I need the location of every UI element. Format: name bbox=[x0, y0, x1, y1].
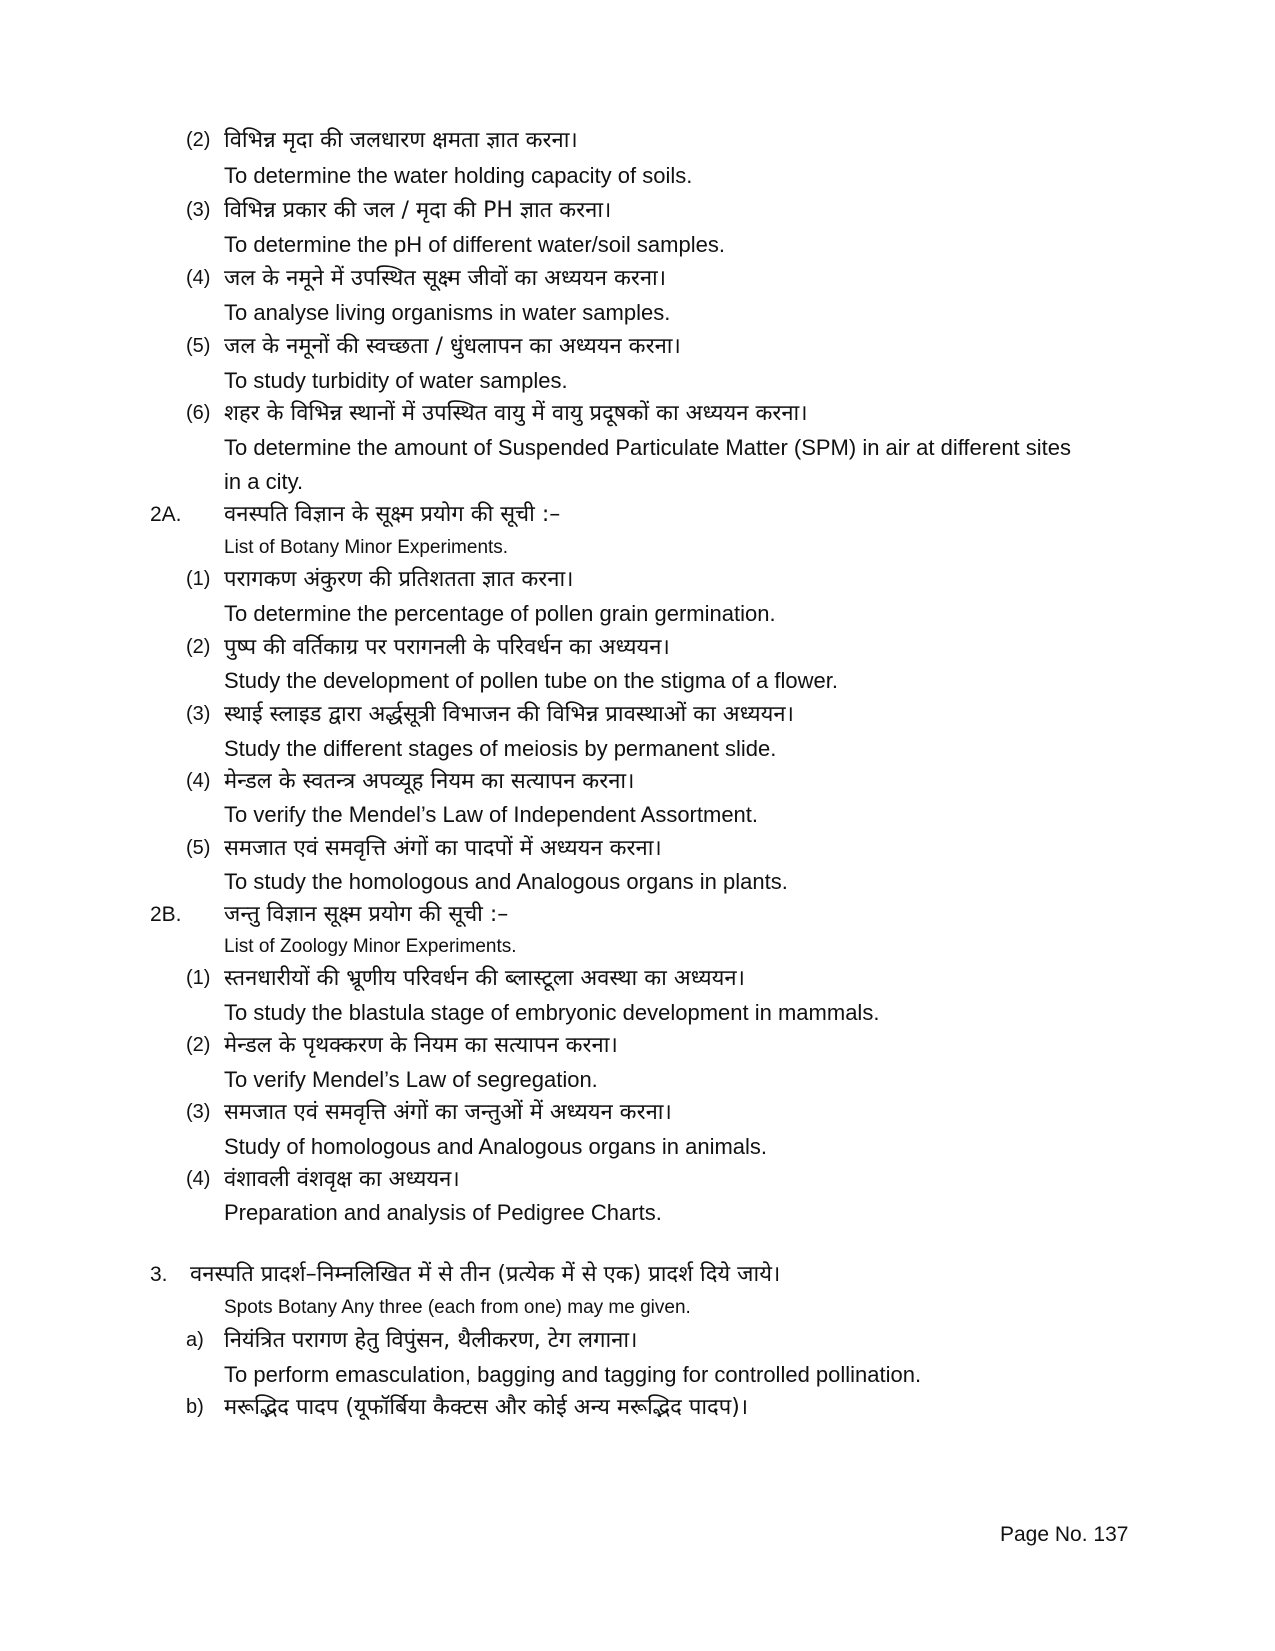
section-number: 3. bbox=[150, 1263, 168, 1286]
item-english: To verify the Mendel’s Law of Independent Assortment. bbox=[224, 802, 759, 827]
item-english-continued: in a city. bbox=[224, 469, 304, 494]
section-title-english: Spots Botany Any three (each from one) may me given. bbox=[224, 1297, 691, 1318]
item-english: To determine the percentage of pollen grain germination. bbox=[224, 601, 776, 626]
item-english: Study of homologous and Analogous organs in animals. bbox=[224, 1134, 768, 1159]
item-hindi: जल के नमूनों की स्वच्छता / धुंधलापन का अध्ययन करना। bbox=[224, 334, 681, 359]
item-hindi: स्तनधारीयों की भ्रूणीय परिवर्धन की ब्लास्टूला अवस्था का अध्ययन। bbox=[224, 966, 745, 991]
item-number: (3) bbox=[186, 1101, 211, 1123]
item-english: To study turbidity of water samples. bbox=[224, 368, 568, 393]
section-title-hindi: वनस्पति प्रादर्श–निम्नलिखित में से तीन (प्रत्येक में से एक) प्रादर्श दिये जाये। bbox=[190, 1262, 781, 1287]
item-number: (1) bbox=[186, 967, 211, 989]
item-number: (6) bbox=[186, 402, 211, 424]
item-number: (1) bbox=[186, 568, 211, 590]
page-number: Page No. 137 bbox=[1000, 1523, 1129, 1546]
item-number: (2) bbox=[186, 129, 211, 151]
item-number: (3) bbox=[186, 703, 211, 725]
item-english: Study the development of pollen tube on the stigma of a flower. bbox=[224, 668, 838, 693]
item-number: (5) bbox=[186, 335, 211, 357]
section-number: 2B. bbox=[150, 903, 182, 926]
item-hindi: मेन्डल के स्वतन्त्र अपव्यूह नियम का सत्यापन करना। bbox=[224, 769, 635, 794]
section-title-hindi: वनस्पति विज्ञान के सूक्ष्म प्रयोग की सूची :– bbox=[224, 502, 561, 527]
item-hindi: समजात एवं समवृत्ति अंगों का जन्तुओं में अध्ययन करना। bbox=[224, 1100, 672, 1125]
item-hindi: विभिन्न मृदा की जलधारण क्षमता ज्ञात करना। bbox=[224, 128, 578, 153]
item-english: To study the blastula stage of embryonic development in mammals. bbox=[224, 1000, 880, 1025]
item-hindi: परागकण अंकुरण की प्रतिशतता ज्ञात करना। bbox=[224, 567, 574, 592]
item-english: To determine the pH of different water/soil samples. bbox=[224, 232, 725, 257]
item-english: To perform emasculation, bagging and tagging for controlled pollination. bbox=[224, 1362, 922, 1387]
item-hindi: नियंत्रित परागण हेतु विपुंसन, थैलीकरण, टेग लगाना। bbox=[224, 1328, 638, 1353]
item-number: (3) bbox=[186, 199, 211, 221]
item-hindi: पुष्प की वर्तिकाग्र पर परागनली के परिवर्धन का अध्ययन। bbox=[224, 635, 670, 660]
item-hindi: समजात एवं समवृत्ति अंगों का पादपों में अध्ययन करना। bbox=[224, 836, 662, 861]
item-english: To analyse living organisms in water samples. bbox=[224, 300, 671, 325]
item-hindi: मेन्डल के पृथक्करण के नियम का सत्यापन करना। bbox=[224, 1033, 618, 1058]
item-number: (4) bbox=[186, 267, 211, 289]
item-english: Study the different stages of meiosis by permanent slide. bbox=[224, 736, 777, 761]
item-number: (2) bbox=[186, 1034, 211, 1056]
section-number: 2A. bbox=[150, 503, 182, 526]
section-title-hindi: जन्तु विज्ञान सूक्ष्म प्रयोग की सूची :– bbox=[224, 902, 509, 927]
item-number: (4) bbox=[186, 1168, 211, 1190]
item-english: To determine the water holding capacity of soils. bbox=[224, 163, 693, 188]
item-hindi: जल के नमूने में उपस्थित सूक्ष्म जीवों का अध्ययन करना। bbox=[224, 266, 667, 291]
section-title-english: List of Botany Minor Experiments. bbox=[224, 537, 509, 558]
item-english: To study the homologous and Analogous organs in plants. bbox=[224, 869, 788, 894]
item-hindi: मरूद्भिद पादप (यूफॉर्बिया कैक्टस और कोई अन्य मरूद्भिद पादप)। bbox=[224, 1395, 749, 1420]
item-letter: a) bbox=[186, 1329, 204, 1351]
item-hindi: वंशावली वंशवृक्ष का अध्ययन। bbox=[224, 1167, 460, 1192]
item-english: To determine the amount of Suspended Particulate Matter (SPM) in air at different sites bbox=[224, 435, 1072, 460]
item-hindi: विभिन्न प्रकार की जल / मृदा की PH ज्ञात करना। bbox=[224, 198, 612, 223]
item-number: (5) bbox=[186, 837, 211, 859]
item-letter: b) bbox=[186, 1396, 204, 1418]
item-number: (2) bbox=[186, 636, 211, 658]
item-hindi: स्थाई स्लाइड द्वारा अर्द्धसूत्री विभाजन की विभिन्न प्रावस्थाओं का अध्ययन। bbox=[224, 702, 794, 727]
item-english: To verify Mendel’s Law of segregation. bbox=[224, 1067, 598, 1092]
item-number: (4) bbox=[186, 770, 211, 792]
item-english: Preparation and analysis of Pedigree Charts. bbox=[224, 1200, 662, 1225]
section-title-english: List of Zoology Minor Experiments. bbox=[224, 936, 517, 957]
item-hindi: शहर के विभिन्न स्थानों में उपस्थित वायु में वायु प्रदूषकों का अध्ययन करना। bbox=[224, 401, 808, 426]
